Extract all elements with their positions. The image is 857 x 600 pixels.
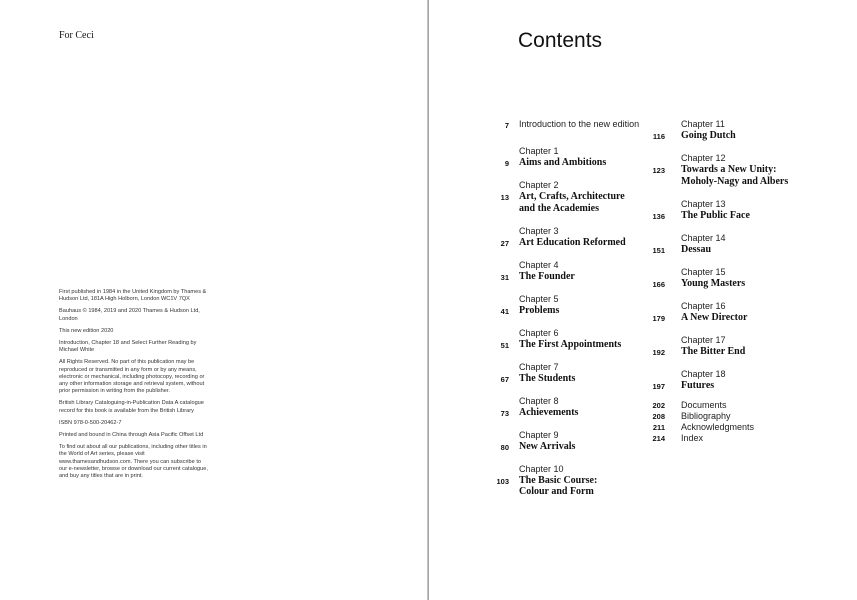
left-page xyxy=(0,0,428,600)
toc-page-number: 214 xyxy=(652,434,665,443)
contents-column-left xyxy=(491,119,666,498)
imprint-edition: This new edition 2020 xyxy=(59,327,114,334)
imprint-isbn: ISBN 978-0-500-20462-7 xyxy=(59,419,122,426)
toc-chapter-label: Chapter 4 xyxy=(519,259,559,270)
toc-page-number: 80 xyxy=(500,442,509,452)
toc-chapter-title: A New Director xyxy=(681,311,748,323)
toc-entry-chapter-6 xyxy=(491,328,666,351)
toc-chapter-label: Chapter 10 xyxy=(519,463,564,474)
toc-page-number: 9 xyxy=(504,159,509,168)
toc-chapter-title: Aims and Ambitions xyxy=(519,157,607,168)
toc-chapter-label: Chapter 1 xyxy=(519,146,559,156)
toc-entry-text: Documents xyxy=(681,400,727,410)
toc-page-number: 136 xyxy=(652,211,665,221)
imprint-credits: Introduction, Chapter 18 and Select Further Reading by Michael White xyxy=(59,340,197,354)
toc-chapter-title: Young Masters xyxy=(681,277,746,289)
toc-chapter-label: Chapter 18 xyxy=(681,368,726,379)
toc-page-number: 192 xyxy=(652,347,665,357)
toc-page-number: 27 xyxy=(500,238,509,248)
toc-chapter-title: Towards a New Unity: Moholy-Nagy and Albers xyxy=(681,164,789,187)
toc-chapter-label: Chapter 14 xyxy=(681,232,726,243)
imprint-website-note: To find out about all our publications, including other titles in the World of Art series, please visit www.thamesandhudson.com. There you can subscribe to our e-newsletter, browse or download our current catalogue, and buy any titles that are in print. xyxy=(59,444,208,480)
toc-page-number: 51 xyxy=(500,340,509,350)
toc-page-number: 197 xyxy=(652,381,665,391)
toc-entry-chapter-5 xyxy=(491,294,666,317)
toc-chapter-label: Chapter 2 xyxy=(519,180,559,190)
toc-chapter-title: Art, Crafts, Architecture and the Academies xyxy=(519,191,625,214)
toc-entry-chapter-9 xyxy=(491,430,666,453)
toc-chapter-label: Chapter 17 xyxy=(681,334,726,345)
toc-chapter-title: The Students xyxy=(519,372,576,384)
toc-page-number: 67 xyxy=(500,374,509,384)
toc-page-number: 211 xyxy=(652,423,665,432)
imprint-copyright: Bauhaus © 1984, 2019 and 2020 Thames & Hudson Ltd, London xyxy=(59,308,200,322)
toc-chapter-label: Chapter 9 xyxy=(519,429,559,440)
toc-page-number: 116 xyxy=(652,132,665,141)
toc-chapter-label: Chapter 7 xyxy=(519,361,559,372)
imprint-printed: Printed and bound in China through Asia Pacific Offset Ltd xyxy=(59,432,204,439)
toc-chapter-title: Futures xyxy=(681,379,715,391)
toc-entry-chapter-11 xyxy=(647,119,847,142)
toc-chapter-label: Chapter 15 xyxy=(681,266,726,277)
toc-chapter-title: The First Appointments xyxy=(519,338,622,350)
toc-chapter-label: Chapter 5 xyxy=(519,293,559,304)
page-title: Contents xyxy=(518,29,603,52)
toc-entry-documents xyxy=(647,400,847,411)
toc-entry-text: Index xyxy=(681,433,704,443)
toc-entry-chapter-1 xyxy=(491,146,666,169)
toc-page-number: 73 xyxy=(500,408,509,418)
toc-chapter-title: Problems xyxy=(519,304,560,316)
toc-entry-index xyxy=(647,433,847,444)
toc-chapter-label: Chapter 8 xyxy=(519,395,559,406)
imprint-first-published: First published in 1984 in the United Kingdom by Thames & Hudson Ltd, 181A High Holborn, London WC1V 7QX xyxy=(59,289,207,303)
toc-chapter-title: The Founder xyxy=(519,270,575,282)
toc-chapter-label: Chapter 13 xyxy=(681,198,726,209)
toc-entry-chapter-16 xyxy=(647,301,847,324)
dedication: For Ceci xyxy=(59,30,94,41)
contents-column-right xyxy=(647,119,847,444)
toc-entry-chapter-8 xyxy=(491,396,666,419)
toc-page-number: 41 xyxy=(500,306,509,316)
toc-entry-chapter-14 xyxy=(647,233,847,256)
toc-chapter-title: The Basic Course: Colour and Form xyxy=(519,474,598,497)
toc-entry-chapter-10 xyxy=(491,464,666,498)
toc-entry-chapter-13 xyxy=(647,199,847,222)
toc-entry-chapter-3 xyxy=(491,226,666,249)
toc-page-number: 151 xyxy=(652,245,665,255)
toc-page-number: 166 xyxy=(652,279,665,289)
toc-entry-chapter-2 xyxy=(491,180,666,214)
toc-entry-bibliography xyxy=(647,411,847,422)
imprint-rights: All Rights Reserved. No part of this publication may be reproduced or transmitted in any form or by any means, electronic or mechanical, including photocopy, recording or any other information storage and retrieval system, without prior permission in writing from the publisher. xyxy=(59,359,205,395)
toc-chapter-title: Art Education Reformed xyxy=(519,236,626,248)
toc-entry-text: Bibliography xyxy=(681,411,731,421)
toc-page-number: 103 xyxy=(496,476,509,486)
toc-page-number: 123 xyxy=(652,166,665,175)
toc-page-number: 179 xyxy=(652,313,665,323)
toc-page-number: 31 xyxy=(500,272,509,282)
toc-entry-introduction xyxy=(491,119,666,130)
toc-chapter-title: New Arrivals xyxy=(519,440,576,452)
toc-chapter-label: Chapter 16 xyxy=(681,300,726,311)
toc-chapter-title: Dessau xyxy=(681,243,712,255)
toc-entry-chapter-18 xyxy=(647,369,847,392)
imprint-cip: British Library Cataloguing-in-Publication Data A catalogue record for this book is available from the British Library xyxy=(59,400,204,414)
toc-entry-text: Introduction to the new edition xyxy=(519,119,640,129)
toc-entry-acknowledgments xyxy=(647,422,847,433)
imprint-block xyxy=(59,289,209,485)
toc-entry-chapter-15 xyxy=(647,267,847,290)
right-page xyxy=(429,0,857,600)
toc-entry-chapter-12 xyxy=(647,153,847,187)
toc-page-number: 13 xyxy=(500,193,509,202)
toc-chapter-label: Chapter 6 xyxy=(519,327,559,338)
toc-chapter-title: The Public Face xyxy=(681,209,750,221)
toc-entry-text: Acknowledgments xyxy=(681,422,755,432)
toc-page-number: 202 xyxy=(652,401,665,410)
toc-chapter-title: Achievements xyxy=(519,406,579,418)
toc-entry-chapter-17 xyxy=(647,335,847,358)
toc-page-number: 208 xyxy=(652,412,665,421)
toc-chapter-label: Chapter 12 xyxy=(681,153,726,163)
toc-page-number: 7 xyxy=(504,121,509,130)
toc-entry-chapter-7 xyxy=(491,362,666,385)
toc-chapter-title: The Bitter End xyxy=(681,345,746,357)
toc-chapter-title: Going Dutch xyxy=(681,130,736,141)
toc-chapter-label: Chapter 3 xyxy=(519,225,559,236)
toc-chapter-label: Chapter 11 xyxy=(681,119,725,129)
toc-entry-chapter-4 xyxy=(491,260,666,283)
